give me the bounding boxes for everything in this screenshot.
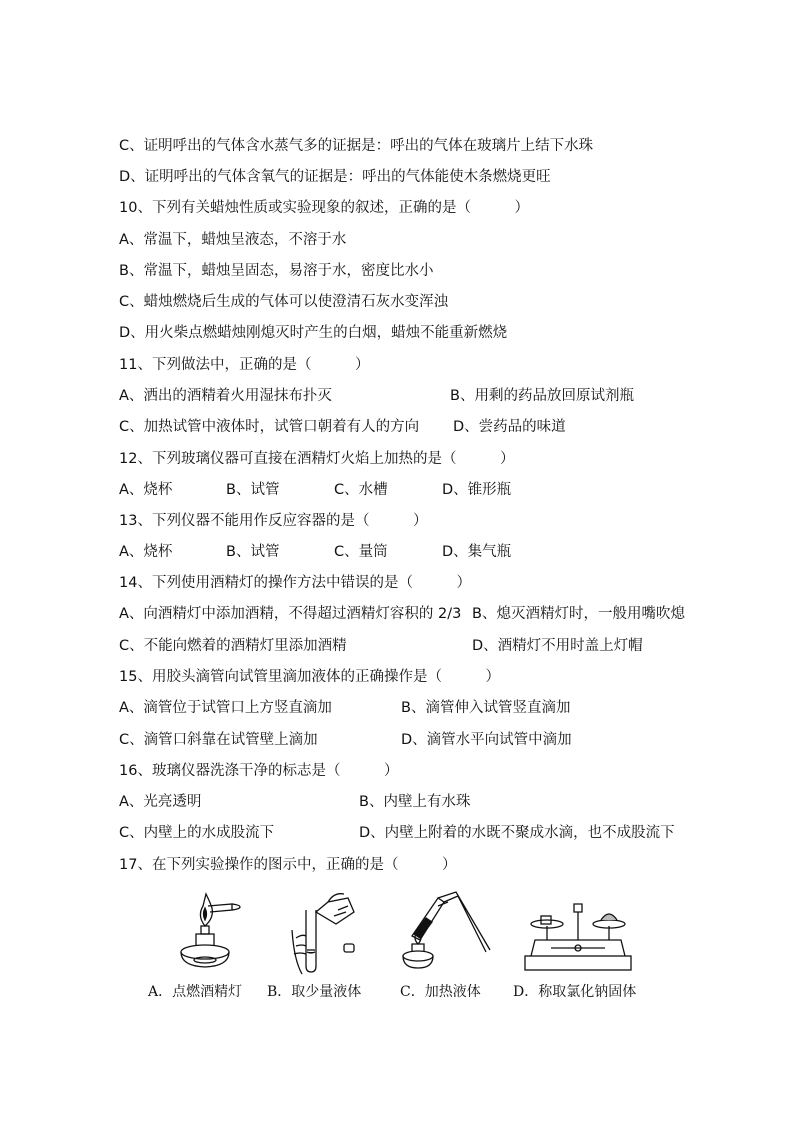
q16-option-b: B、内壁上有水珠 — [359, 794, 471, 810]
q15-option-b: B、滴管伸入试管竖直滴加 — [401, 700, 571, 716]
q15-option-c: C、滴管口斜靠在试管壁上滴加 — [119, 732, 318, 748]
q9-option-c: C、证明呼出的气体含水蒸气多的证据是：呼出的气体在玻璃片上结下水珠 — [119, 138, 594, 154]
heating-test-tube-icon — [398, 890, 493, 975]
q11-option-a: A、洒出的酒精着火用湿抹布扑灭 — [119, 388, 332, 404]
alcohol-lamp-lighting-icon — [172, 890, 242, 975]
q11-option-c: C、加热试管中液体时，试管口朝着有人的方向 — [119, 419, 420, 435]
q16-option-a: A、光亮透明 — [119, 794, 202, 810]
q14-option-c: C、不能向燃着的酒精灯里添加酒精 — [119, 638, 347, 654]
q11-option-d: D、尝药品的味道 — [453, 419, 566, 435]
question-14: 14、下列使用酒精灯的操作方法中错误的是（ ） — [119, 575, 471, 591]
figure-caption-d: D．称取氯化钠固体 — [513, 984, 637, 1000]
q12-option-c: C、水槽 — [334, 482, 388, 498]
question-13: 13、下列仪器不能用作反应容器的是（ ） — [119, 513, 428, 529]
question-10: 10、下列有关蜡烛性质或实验现象的叙述，正确的是（ ） — [119, 200, 529, 216]
q13-option-d: D、集气瓶 — [442, 544, 512, 560]
q13-option-c: C、量筒 — [334, 544, 388, 560]
q16-option-d: D、内壁上附着的水既不聚成水滴，也不成股流下 — [359, 825, 675, 841]
question-12: 12、下列玻璃仪器可直接在酒精灯火焰上加热的是（ ） — [119, 451, 515, 467]
question-11: 11、下列做法中，正确的是（ ） — [119, 357, 370, 373]
question-17: 17、在下列实验操作的图示中，正确的是（ ） — [119, 857, 457, 873]
q10-option-a: A、常温下，蜡烛呈液态，不溶于水 — [119, 232, 347, 248]
q14-option-a: A、向酒精灯中添加酒精，不得超过酒精灯容积的 2/3 — [119, 606, 462, 622]
q16-option-c: C、内壁上的水成股流下 — [119, 825, 275, 841]
q13-option-b: B、试管 — [226, 544, 280, 560]
q14-option-b: B、熄灭酒精灯时，一般用嘴吹熄 — [472, 606, 685, 622]
figure-caption-b: B．取少量液体 — [267, 984, 362, 1000]
q11-option-b: B、用剩的药品放回原试剂瓶 — [450, 388, 634, 404]
q10-option-c: C、蜡烛燃烧后生成的气体可以使澄清石灰水变浑浊 — [119, 294, 449, 310]
q13-option-a: A、烧杯 — [119, 544, 173, 560]
q12-option-d: D、锥形瓶 — [442, 482, 512, 498]
figure-caption-a: A．点燃酒精灯 — [148, 984, 243, 1000]
q9-option-d: D、证明呼出的气体含氧气的证据是：呼出的气体能使木条燃烧更旺 — [119, 169, 551, 185]
pouring-liquid-icon — [276, 890, 361, 975]
q12-option-b: B、试管 — [226, 482, 280, 498]
question-15: 15、用胶头滴管向试管里滴加液体的正确操作是（ ） — [119, 669, 500, 685]
q15-option-a: A、滴管位于试管口上方竖直滴加 — [119, 700, 332, 716]
q10-option-b: B、常温下，蜡烛呈固态，易溶于水，密度比水小 — [119, 263, 434, 279]
q10-option-d: D、用火柴点燃蜡烛刚熄灭时产生的白烟，蜡烛不能重新燃烧 — [119, 325, 508, 341]
q15-option-d: D、滴管水平向试管中滴加 — [401, 732, 572, 748]
question-16: 16、玻璃仪器洗涤干净的标志是（ ） — [119, 763, 399, 779]
q14-option-d: D、酒精灯不用时盖上灯帽 — [472, 638, 643, 654]
q12-option-a: A、烧杯 — [119, 482, 173, 498]
balance-scale-icon — [521, 890, 636, 975]
figure-caption-c: C．加热液体 — [400, 984, 481, 1000]
